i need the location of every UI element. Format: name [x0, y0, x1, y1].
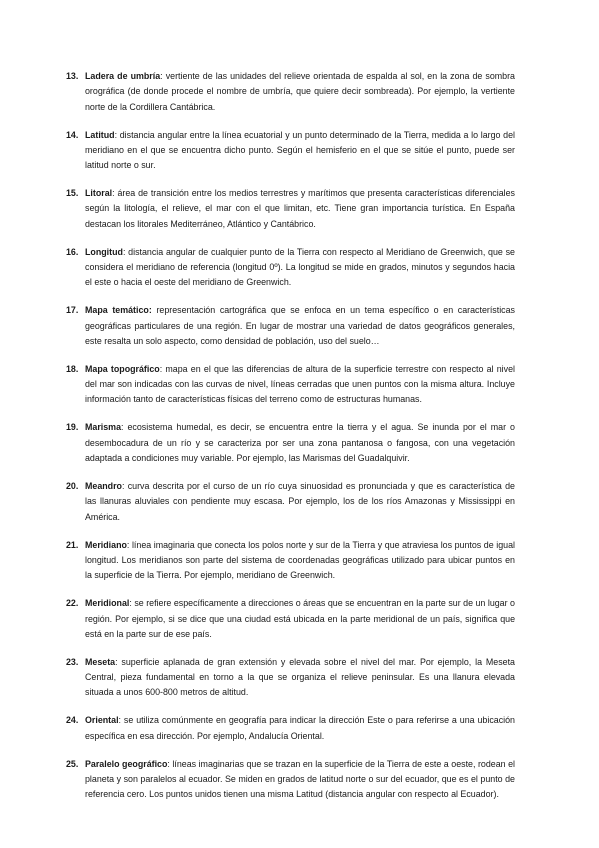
entry-number: 18. — [66, 363, 79, 374]
entry-text — [85, 420, 515, 466]
entry-term: Oriental — [85, 715, 119, 726]
entry-number: 21. — [66, 539, 79, 550]
glossary-entry — [66, 713, 515, 744]
glossary-list — [66, 69, 515, 803]
entry-number: 22. — [66, 598, 79, 609]
entry-definition: : superficie aplanada de gran extensión y elevada sobre el nivel del mar. Por ejemplo, la Meseta Central, pieza fundamental en torno a la que se organiza el relieve peninsular. Es una llanura elevada situada a unos 600-800 metros de altitud. — [85, 656, 515, 698]
entry-term: Meridional — [85, 598, 130, 609]
glossary-entry — [66, 303, 515, 349]
entry-term: Ladera de umbría — [85, 71, 161, 81]
entry-text — [85, 596, 515, 642]
entry-definition: : vertiente de las unidades del relieve orientada de espalda al sol, en la zona de sombra orográfica (de donde procede el nombre de umbría, que quiere decir sombreada). Por ejemplo, la vertiente norte de la Cordillera Cantábrica. — [85, 71, 515, 112]
entry-definition: : ecosistema humedal, es decir, se encuentra entre la tierra y el agua. Se inunda por el mar o desembocadura de un río y se caracteriza por ser una zona pantanosa o fangosa, con una vegetación adaptada a condiciones muy variable. Por ejemplo, las Marismas del Guadalquivir. — [85, 422, 515, 464]
glossary-entry — [66, 757, 515, 803]
entry-text — [85, 655, 515, 701]
entry-text — [85, 479, 515, 525]
entry-definition: : líneas imaginarias que se trazan en la superficie de la Tierra de este a oeste, rodean el planeta y son paralelos al ecuador. Se miden en grados de latitud norte o sur del ecuador, que es el punto de referencia cero. Los puntos unidos tienen una misma Latitud (distancia angular con respecto al Ecuador). — [85, 758, 515, 800]
entry-text — [85, 245, 515, 291]
entry-number: 25. — [66, 758, 79, 769]
entry-text — [85, 362, 515, 408]
entry-text — [85, 69, 515, 115]
entry-definition: : línea imaginaria que conecta los polos norte y sur de la Tierra y que atraviesa los puntos de igual longitud. Los meridianos son parte del sistema de coordenadas geográficas utilizado para ubicar puntos en la superficie de la Tierra. Por ejemplo, meridiano de Greenwich. — [85, 539, 515, 581]
glossary-entry — [66, 420, 515, 466]
entry-term: Paralelo geográfico — [85, 758, 168, 769]
entry-text — [85, 303, 515, 349]
entry-text — [85, 757, 515, 803]
entry-number: 13. — [66, 71, 79, 81]
glossary-entry — [66, 538, 515, 584]
glossary-entry — [66, 655, 515, 701]
glossary-entry — [66, 479, 515, 525]
entry-definition: : distancia angular de cualquier punto de la Tierra con respecto al Meridiano de Greenwich, que se considera el meridiano de referencia (longitud 0º). La longitud se mide en grados, minutos y segundos hacia el este o hacia el oeste del meridiano de Greenwich. — [85, 246, 515, 288]
entry-number: 14. — [66, 129, 79, 140]
entry-term: Meandro — [85, 481, 122, 492]
entry-term: Latitud — [85, 129, 115, 140]
entry-term: Mapa temático: — [85, 305, 152, 316]
entry-definition: : área de transición entre los medios terrestres y marítimos que presenta características diferenciales según la litología, el relieve, el mar con el que limitan, etc. Tiene gran importancia turística. En España destacan los litorales Mediterráneo, Atlántico y Cantábrico. — [85, 188, 515, 229]
entry-definition: : curva descrita por el curso de un río cuya sinuosidad es pronunciada y que es característica de las llanuras aluviales con pendiente muy escasa. Por ejemplo, los de los ríos Amazonas y Mississippi en América. — [85, 481, 515, 522]
entry-term: Marisma — [85, 422, 122, 433]
glossary-entry — [66, 245, 515, 291]
entry-text — [85, 538, 515, 584]
glossary-entry — [66, 128, 515, 174]
entry-term: Meseta — [85, 656, 116, 667]
entry-definition: : distancia angular entre la línea ecuatorial y un punto determinado de la Tierra, medida a lo largo del meridiano en el que se encuentra dicho punto. Según el hemisferio en el que se sitúe el punto, puede ser latitud norte o sur. — [85, 129, 515, 171]
glossary-entry — [66, 362, 515, 408]
entry-definition: representación cartográfica que se enfoca en un tema específico o en características geográficas particulares de una región. En lugar de mostrar una variedad de datos geográficos generales, este resalta un solo aspecto, como densidad de población, uso del suelo… — [85, 305, 515, 346]
entry-text — [85, 713, 515, 744]
entry-number: 15. — [66, 188, 79, 199]
glossary-entry — [66, 596, 515, 642]
entry-term: Longitud — [85, 246, 123, 257]
entry-definition: : mapa en el que las diferencias de altura de la superficie terrestre con respecto al nivel del mar son indicadas con las curvas de nivel, líneas cerradas que unen puntos con la misma altura. Incluye información tanto de características físicas del terreno como de estructuras humanas. — [85, 363, 516, 405]
entry-number: 19. — [66, 422, 79, 433]
entry-term: Meridiano — [85, 539, 127, 550]
glossary-entry — [66, 69, 515, 115]
entry-number: 16. — [66, 246, 79, 257]
glossary-entry — [66, 186, 515, 232]
entry-definition: : se refiere específicamente a direcciones o áreas que se encuentran en la parte sur de un lugar o región. Por ejemplo, si se dice que una ciudad está ubicada en la parte meridional de un país, significa que está en la parte sur de ese país. — [85, 598, 515, 639]
entry-number: 24. — [66, 715, 79, 726]
entry-term: Litoral — [85, 188, 113, 199]
entry-text — [85, 128, 515, 174]
entry-number: 23. — [66, 656, 79, 667]
entry-number: 20. — [66, 481, 79, 492]
entry-text — [85, 186, 515, 232]
entry-term: Mapa topográfico — [85, 363, 160, 374]
entry-number: 17. — [66, 305, 79, 316]
entry-definition: : se utiliza comúnmente en geografía para indicar la dirección Este o para referirse a una ubicación específica en esa dirección. Por ejemplo, Andalucía Oriental. — [85, 715, 515, 741]
